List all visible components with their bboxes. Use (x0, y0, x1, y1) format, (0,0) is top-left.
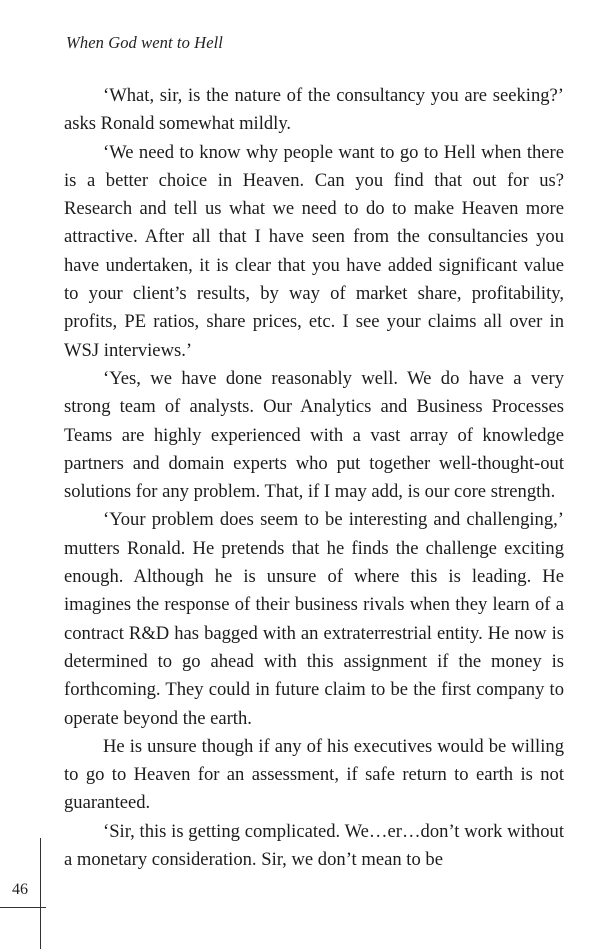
paragraph: ‘We need to know why people want to go to Hell when there is a better choice in Heaven. Can you find that out for us? Research and tell us what we need to do to make Heaven more attractive. After all that I have seen from the consultancies you have undertaken, it is clear that you have added significant value to your client’s results, by way of market share, profitability, profits, PE ratios, share prices, etc. I see your claims all over in WSJ interviews.’ (64, 141, 564, 361)
body-text (64, 82, 564, 874)
crop-mark-vertical (40, 838, 41, 949)
running-header: When God went to Hell (66, 33, 223, 52)
crop-mark-horizontal (0, 907, 46, 908)
paragraph: ‘Your problem does seem to be interesting and challenging,’ mutters Ronald. He pretends that he finds the challenge exciting enough. Although he is unsure of where this is leading. He imagines the response of their business rivals when they learn of a contract R&D has bagged with an extraterrestrial entity. He now is determined to go ahead with this assignment if the money is forthcoming. They could in future claim to be the first company to operate beyond the earth. (64, 509, 564, 729)
paragraph: He is unsure though if any of his executives would be willing to go to Heaven for an assessment, if safe return to earth is not guaranteed. (64, 735, 564, 814)
page-number: 46 (12, 881, 28, 898)
paragraph: ‘Sir, this is getting complicated. We…er…don’t work without a monetary consideration. Sir, we don’t mean to be (64, 820, 564, 871)
paragraph: ‘Yes, we have done reasonably well. We do have a very strong team of analysts. Our Analytics and Business Processes Teams are highly experienced with a vast array of knowledge partners and domain experts who put together well-thought-out solutions for any problem. That, if I may add, is our core strength. (64, 367, 564, 503)
paragraph: ‘What, sir, is the nature of the consultancy you are seeking?’ asks Ronald somewhat mildly. (64, 85, 564, 135)
